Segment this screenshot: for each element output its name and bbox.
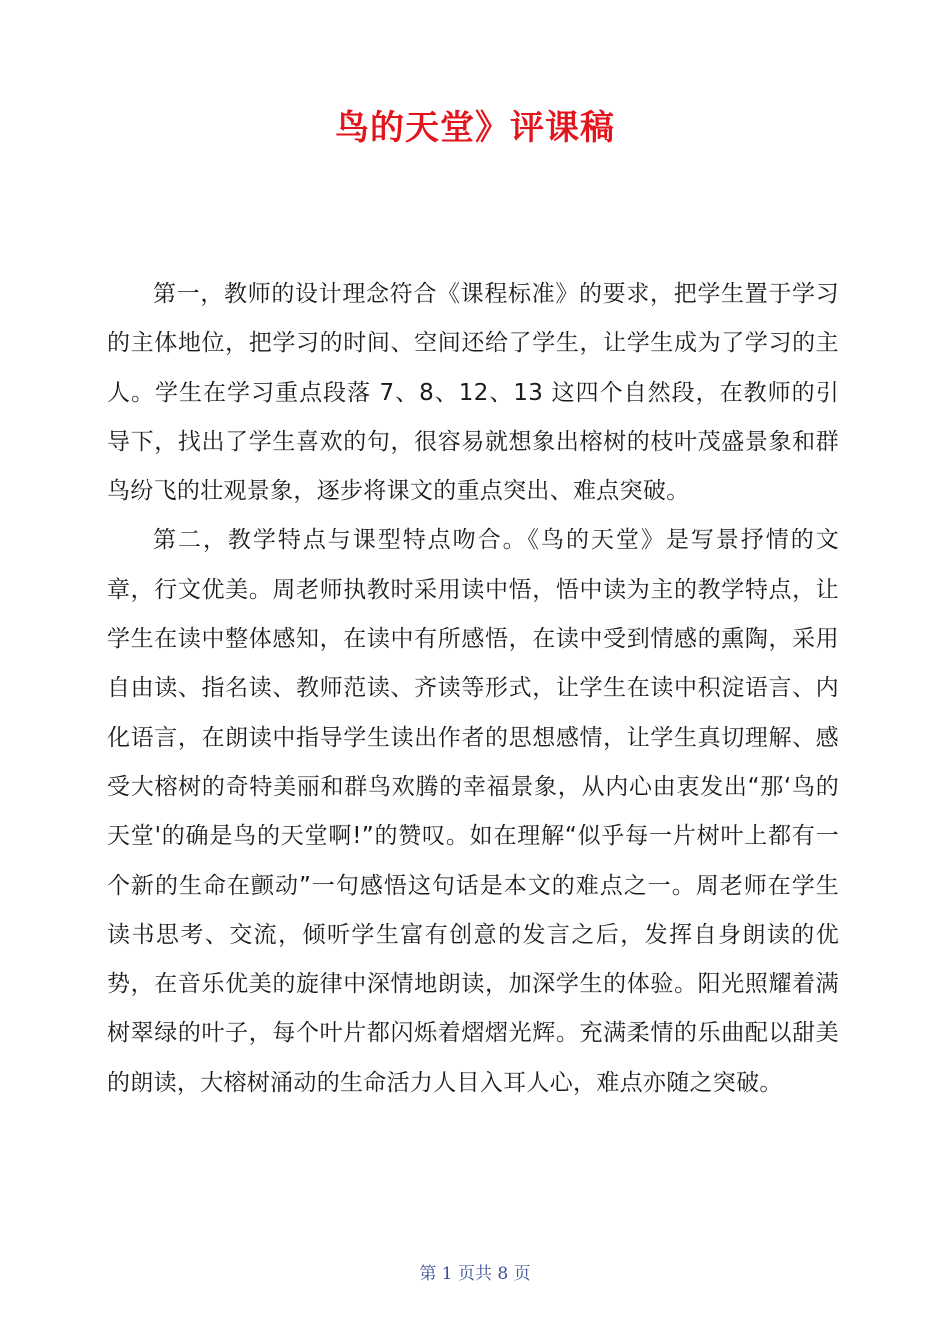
paragraph-2: 第二，教学特点与课型特点吻合。《鸟的天堂》是写景抒情的文章，行文优美。周老师执教时采用读中悟，悟中读为主的教学特点，让学生在读中整体感知，在读中有所感悟，在读中受到情感的熏陶，采用自由读、指名读、教师范读、齐读等形式，让学生在读中积淀语言、内化语言，在朗读中指导学生读出作者的思想感情，让学生真切理解、感受大榕树的奇特美丽和群鸟欢腾的幸福景象，从内心由衷发出“那‘鸟的天堂'的确是鸟的天堂啊!”的赞叹。如在理解“似乎每一片树叶上都有一个新的生命在颤动”一句感悟这句话是本文的难点之一。周老师在学生读书思考、交流，倾听学生富有创意的发言之后，发挥自身朗读的优势，在音乐优美的旋律中深情地朗读，加深学生的体验。阳光照耀着满树翠绿的叶子，每个叶片都闪烁着熠熠光辉。充满柔情的乐曲配以甜美的朗读，大榕树涌动的生命活力人目入耳人心，难点亦随之突破。: [107, 527, 839, 1096]
document-body: [107, 270, 839, 1108]
document-title: 鸟的天堂》评课稿: [335, 108, 615, 148]
paragraph-1: 第一，教师的设计理念符合《课程标准》的要求，把学生置于学习的主体地位，把学习的时间、空间还给了学生，让学生成为了学习的主人。学生在学习重点段落 7、8、12、13 这四个自然段，在教师的引导下，找出了学生喜欢的句，很容易就想象出榕树的枝叶茂盛景象和群鸟纷飞的壮观景象，逐步将课文的重点突出、难点突破。: [107, 281, 839, 505]
page-number: 第 1 页共 8 页: [419, 1264, 531, 1284]
